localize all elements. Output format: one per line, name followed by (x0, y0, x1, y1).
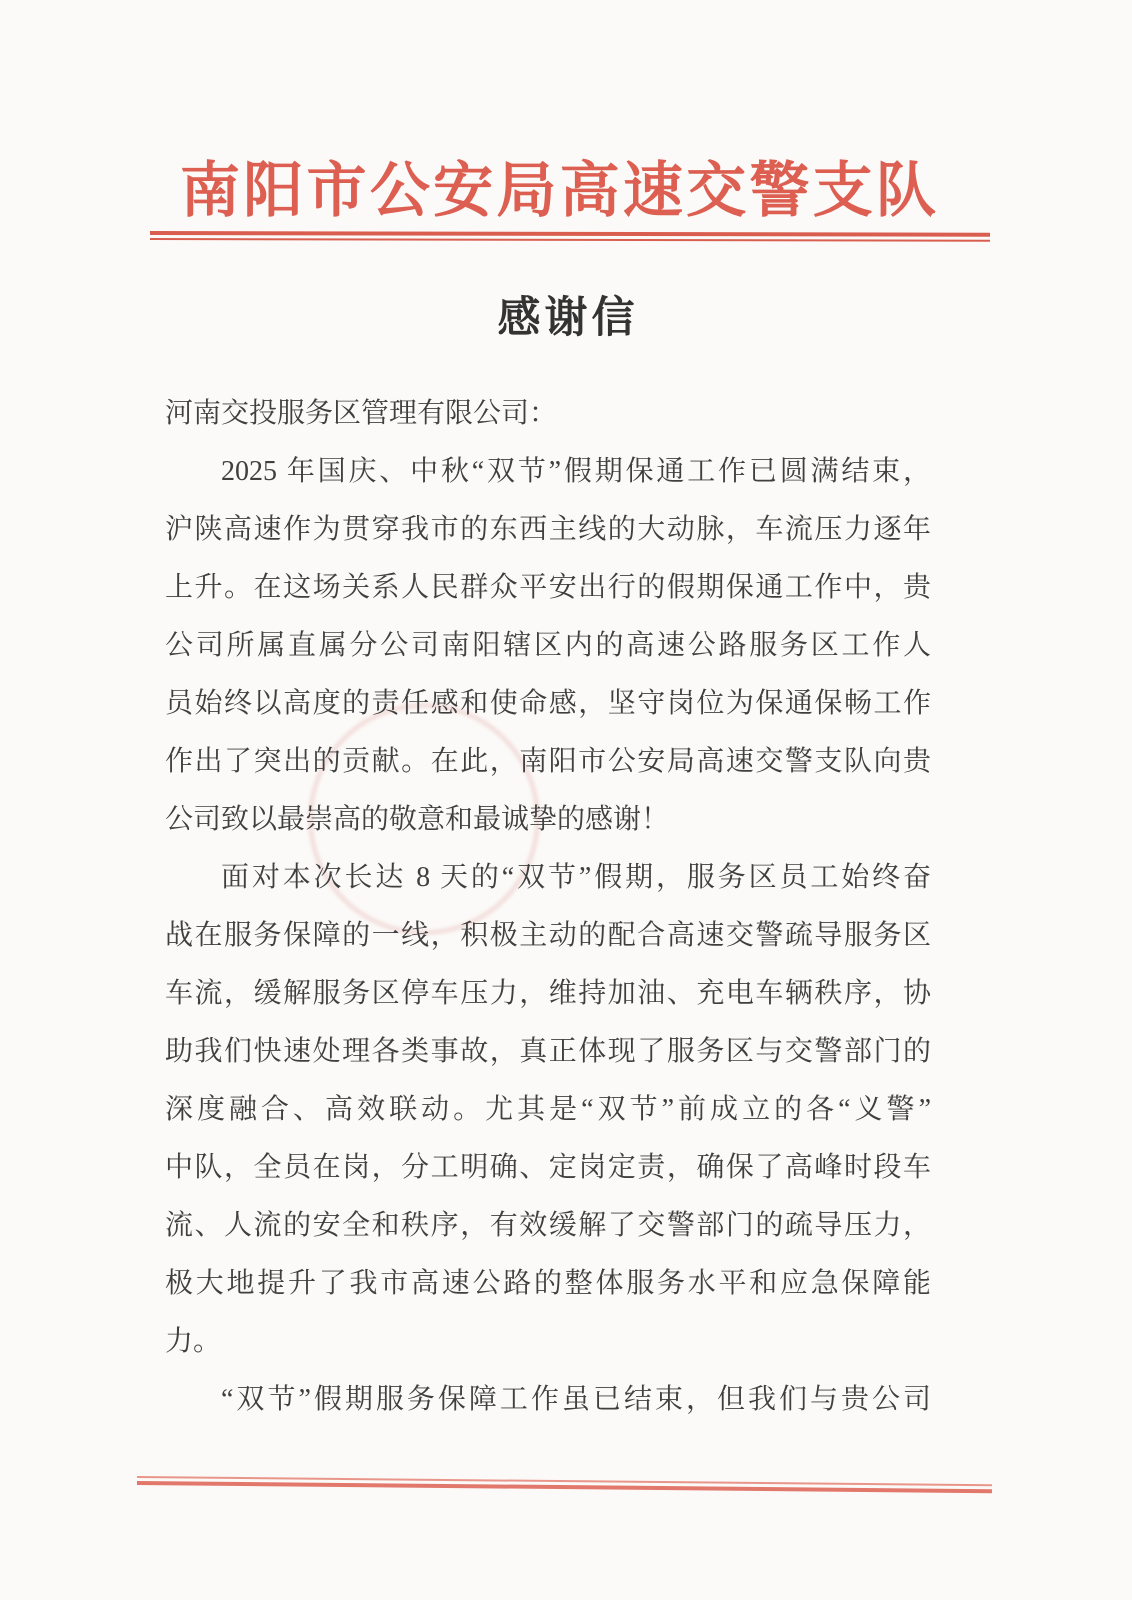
body-line: 公司致以最崇高的敬意和最诚挚的感谢！ (165, 804, 670, 835)
body-line: 力。 (165, 1326, 222, 1357)
letterhead-rule-thick (150, 231, 990, 237)
letterhead-title: 南阳市公安局高速交警支队 (180, 158, 936, 224)
document-title: 感谢信 (497, 294, 639, 342)
body-line: 沪陕高速作为贯穿我市的东西主线的大动脉，车流压力逐年 (165, 514, 931, 545)
body-line: 深度融合、高效联动。尤其是“双节”前成立的各“义警” (165, 1094, 931, 1125)
body-line: 中队，全员在岗，分工明确、定岗定责，确保了高峰时段车 (165, 1152, 931, 1183)
letter-body (165, 385, 931, 1429)
body-line: 流、人流的安全和秩序，有效缓解了交警部门的疏导压力， (165, 1210, 931, 1241)
body-line: “双节”假期服务保障工作虽已结束，但我们与贵公司 (221, 1384, 931, 1415)
body-line: 车流，缓解服务区停车压力，维持加油、充电车辆秩序，协 (165, 978, 931, 1009)
body-line: 极大地提升了我市高速公路的整体服务水平和应急保障能 (165, 1268, 931, 1299)
body-line: 公司所属直属分公司南阳辖区内的高速公路服务区工作人 (165, 630, 931, 661)
body-line: 战在服务保障的一线，积极主动的配合高速交警疏导服务区 (165, 920, 931, 951)
body-line: 面对本次长达 8 天的“双节”假期，服务区员工始终奋 (221, 862, 931, 893)
letterhead-rule-thin (150, 238, 990, 242)
body-line-salutation: 河南交投服务区管理有限公司： (165, 398, 558, 429)
body-line: 员始终以高度的责任感和使命感，坚守岗位为保通保畅工作 (165, 688, 931, 719)
body-line: 2025 年国庆、中秋“双节”假期保通工作已圆满结束， (221, 456, 931, 487)
body-line: 作出了突出的贡献。在此，南阳市公安局高速交警支队向贵 (165, 746, 931, 777)
body-line: 助我们快速处理各类事故，真正体现了服务区与交警部门的 (165, 1036, 931, 1067)
body-line: 上升。在这场关系人民群众平安出行的假期保通工作中，贵 (165, 572, 931, 603)
